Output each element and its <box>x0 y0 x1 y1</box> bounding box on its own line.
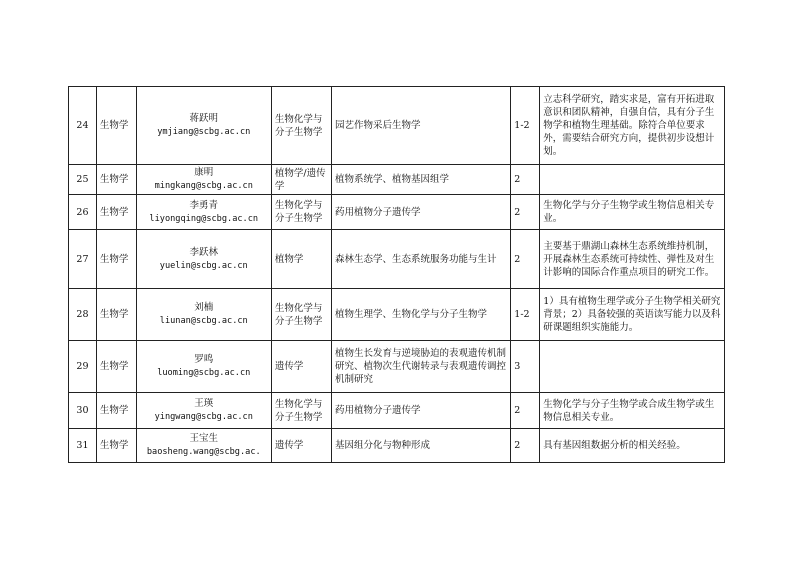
subject-cell: 生物学 <box>96 429 136 463</box>
supervisor-cell <box>136 230 271 289</box>
requirement-cell: 生物化学与分子生物学或合成生物学或生物信息相关专业。 <box>540 393 725 429</box>
major-cell: 植物学/遗传学 <box>271 165 331 195</box>
quota-cell: 3 <box>511 341 540 393</box>
major-cell: 遗传学 <box>271 429 331 463</box>
major-cell: 生物化学与分子生物学 <box>271 289 331 341</box>
quota-cell: 2 <box>511 393 540 429</box>
major-cell: 遗传学 <box>271 341 331 393</box>
supervisor-email: yingwang@scbg.ac.cn <box>154 412 253 422</box>
row-number: 25 <box>69 165 97 195</box>
quota-cell: 2 <box>511 165 540 195</box>
research-direction-cell: 基因组分化与物种形成 <box>332 429 511 463</box>
requirement-cell <box>540 341 725 393</box>
quota-cell: 2 <box>511 230 540 289</box>
table-row <box>69 341 725 393</box>
supervisor-cell <box>136 289 271 341</box>
requirement-cell: 1）具有植物生理学或分子生物学相关研究背景；2）具备较强的英语读写能力以及科研课题组织实施能力。 <box>540 289 725 341</box>
subject-cell: 生物学 <box>96 87 136 165</box>
supervisor-email: liunan@scbg.ac.cn <box>159 316 248 326</box>
subject-cell: 生物学 <box>96 341 136 393</box>
subject-cell: 生物学 <box>96 230 136 289</box>
quota-cell: 1-2 <box>511 289 540 341</box>
subject-cell: 生物学 <box>96 165 136 195</box>
row-number: 24 <box>69 87 97 165</box>
supervisor-name: 刘楠 <box>194 302 214 313</box>
supervisor-name: 罗鸣 <box>194 354 214 365</box>
supervisor-email: ymjiang@scbg.ac.cn <box>157 127 251 137</box>
research-direction-cell: 森林生态学、生态系统服务功能与生计 <box>332 230 511 289</box>
supervisor-email: luoming@scbg.ac.cn <box>157 368 251 378</box>
supervisor-name: 蒋跃明 <box>189 113 219 124</box>
supervisor-email: baosheng.wang@scbg.ac. <box>146 447 261 457</box>
requirement-cell: 主要基于鼎湖山森林生态系统维持机制，开展森林生态系统可持续性、弹性及对生计影响的国际合作重点项目的研究工作。 <box>540 230 725 289</box>
supervisor-name: 李跃林 <box>189 246 219 258</box>
supervisor-table <box>68 86 725 463</box>
research-direction-cell: 植物系统学、植物基因组学 <box>332 165 511 195</box>
row-number: 31 <box>69 429 97 463</box>
supervisor-email: liyongqing@scbg.ac.cn <box>149 213 259 224</box>
quota-cell: 2 <box>511 429 540 463</box>
requirement-cell <box>540 165 725 195</box>
table-row <box>69 429 725 463</box>
supervisor-cell <box>136 341 271 393</box>
major-cell: 生物化学与分子生物学 <box>271 87 331 165</box>
supervisor-email: mingkang@scbg.ac.cn <box>154 181 253 191</box>
requirement-cell: 具有基因组数据分析的相关经验。 <box>540 429 725 463</box>
table-row <box>69 230 725 289</box>
supervisor-cell <box>136 87 271 165</box>
requirement-cell: 立志科学研究，踏实求是，富有开拓进取意识和团队精神，自强自信，具有分子生物学和植物生理基础。除符合单位要求外，需要结合研究方向，提供初步设想计划。 <box>540 87 725 165</box>
row-number: 30 <box>69 393 97 429</box>
quota-cell: 2 <box>511 195 540 230</box>
research-direction-cell: 植物生理学、生物化学与分子生物学 <box>332 289 511 341</box>
supervisor-name: 康明 <box>194 167 214 178</box>
major-cell: 生物化学与分子生物学 <box>271 393 331 429</box>
subject-cell: 生物学 <box>96 393 136 429</box>
row-number: 28 <box>69 289 97 341</box>
subject-cell: 生物学 <box>96 289 136 341</box>
research-direction-cell: 药用植物分子遗传学 <box>332 195 511 230</box>
requirement-cell: 生物化学与分子生物学或生物信息相关专业。 <box>540 195 725 230</box>
supervisor-name: 王宝生 <box>189 433 219 444</box>
supervisor-cell <box>136 429 271 463</box>
table-row <box>69 195 725 230</box>
research-direction-cell: 园艺作物采后生物学 <box>332 87 511 165</box>
table-row <box>69 165 725 195</box>
research-direction-cell: 植物生长发育与逆境胁迫的表观遗传机制研究、植物次生代谢转录与表观遗传调控机制研究 <box>332 341 511 393</box>
supervisor-name: 李勇青 <box>189 199 219 211</box>
supervisor-cell <box>136 195 271 230</box>
supervisor-cell <box>136 165 271 195</box>
major-cell: 植物学 <box>271 230 331 289</box>
table-row <box>69 87 725 165</box>
supervisor-email: yuelin@scbg.ac.cn <box>159 260 248 271</box>
table-row <box>69 393 725 429</box>
supervisor-cell <box>136 393 271 429</box>
quota-cell: 1-2 <box>511 87 540 165</box>
supervisor-name: 王瑛 <box>194 398 214 409</box>
research-direction-cell: 药用植物分子遗传学 <box>332 393 511 429</box>
row-number: 26 <box>69 195 97 230</box>
row-number: 29 <box>69 341 97 393</box>
subject-cell: 生物学 <box>96 195 136 230</box>
major-cell: 生物化学与分子生物学 <box>271 195 331 230</box>
row-number: 27 <box>69 230 97 289</box>
table-row <box>69 289 725 341</box>
